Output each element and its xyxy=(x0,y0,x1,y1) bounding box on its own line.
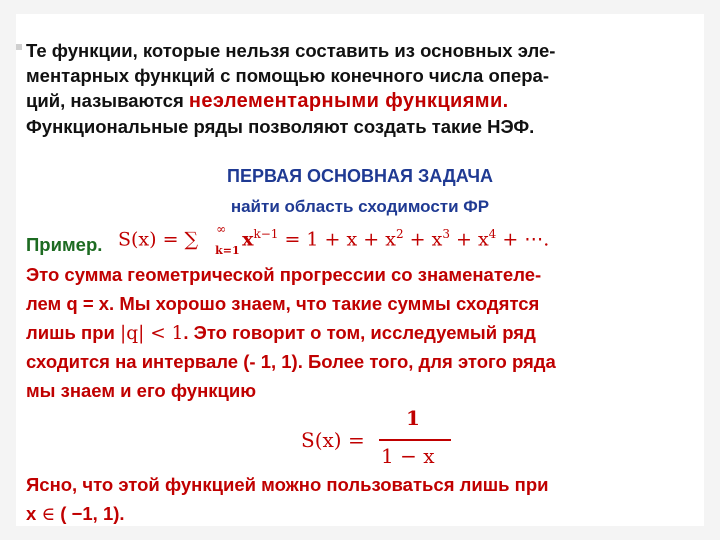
element-of-symbol: ∈ xyxy=(41,503,56,525)
sum-formula xyxy=(301,406,481,476)
slide-marker xyxy=(16,44,22,50)
intro-line-2: ментарных функций с помощью конечного числа опера- xyxy=(26,65,549,86)
sigma-lower: k=1 xyxy=(215,244,240,258)
exponent-3: 3 xyxy=(442,227,450,241)
body-line-4: сходится на интервале (- 1, 1). Более того, для этого ряда xyxy=(26,351,556,373)
conclusion-line-2 xyxy=(26,500,698,530)
sigma-limits xyxy=(198,222,242,258)
body-line-3 xyxy=(26,319,698,349)
body-inline-math: |q| < 1 xyxy=(120,322,184,344)
formula-rhs-a: = 1 + x + x xyxy=(278,228,396,251)
conclusion-line-2-a: x xyxy=(26,502,42,524)
fraction-bar xyxy=(379,439,451,441)
sum-numerator: 1 xyxy=(406,406,420,430)
example-label: Пример. xyxy=(26,234,103,255)
slide xyxy=(16,14,704,526)
body-line-2: лем q = x. Мы хорошо знаем, что такие суммы сходятся xyxy=(26,292,540,314)
formula-term-exponent: k−1 xyxy=(253,227,279,241)
body-line-1: Это сумма геометрической прогрессии со знаменателе- xyxy=(26,264,542,285)
body-line-3-a: лишь при xyxy=(26,321,121,343)
body-line-3-b: . Это говорит о том, исследуемый ряд xyxy=(183,321,536,343)
sum-lhs: S(x) = xyxy=(301,428,365,452)
formula-rhs-b: + x xyxy=(403,228,443,251)
body-paragraph xyxy=(26,261,698,406)
section-subtitle: найти область сходимости ФР xyxy=(230,197,490,216)
series-formula xyxy=(118,222,550,258)
section-title: ПЕРВАЯ ОСНОВНАЯ ЗАДАЧА xyxy=(227,166,493,186)
example-row xyxy=(26,222,698,261)
nonelementary-term: неэлементарными функциями. xyxy=(188,90,509,112)
intro-line-3 xyxy=(26,88,698,114)
body-line-5: мы знаем и его функцию xyxy=(26,380,257,402)
exponent-4: 4 xyxy=(488,227,497,241)
intro-paragraph xyxy=(26,38,698,139)
conclusion-line-2-b: ( −1, 1). xyxy=(55,502,125,524)
formula-rhs-c: + x xyxy=(449,228,489,251)
intro-line-1: Те функции, которые нельзя составить из основных эле- xyxy=(26,40,556,61)
exponent-2: 2 xyxy=(395,227,404,241)
formula-rhs-d: + ⋯. xyxy=(496,228,550,251)
formula-term: x xyxy=(242,228,254,251)
intro-line-4: Функциональные ряды позволяют создать такие НЭФ. xyxy=(26,116,535,137)
sigma-upper: ∞ xyxy=(216,222,227,237)
conclusion-line-1: Ясно, что этой функцией можно пользоваться лишь при xyxy=(26,474,549,495)
sum-denominator: 1 − x xyxy=(381,444,435,468)
formula-lhs: S(x) = ∑ xyxy=(118,228,199,251)
conclusion-paragraph xyxy=(26,471,698,530)
intro-line-3-text: ций, называются xyxy=(26,90,189,111)
